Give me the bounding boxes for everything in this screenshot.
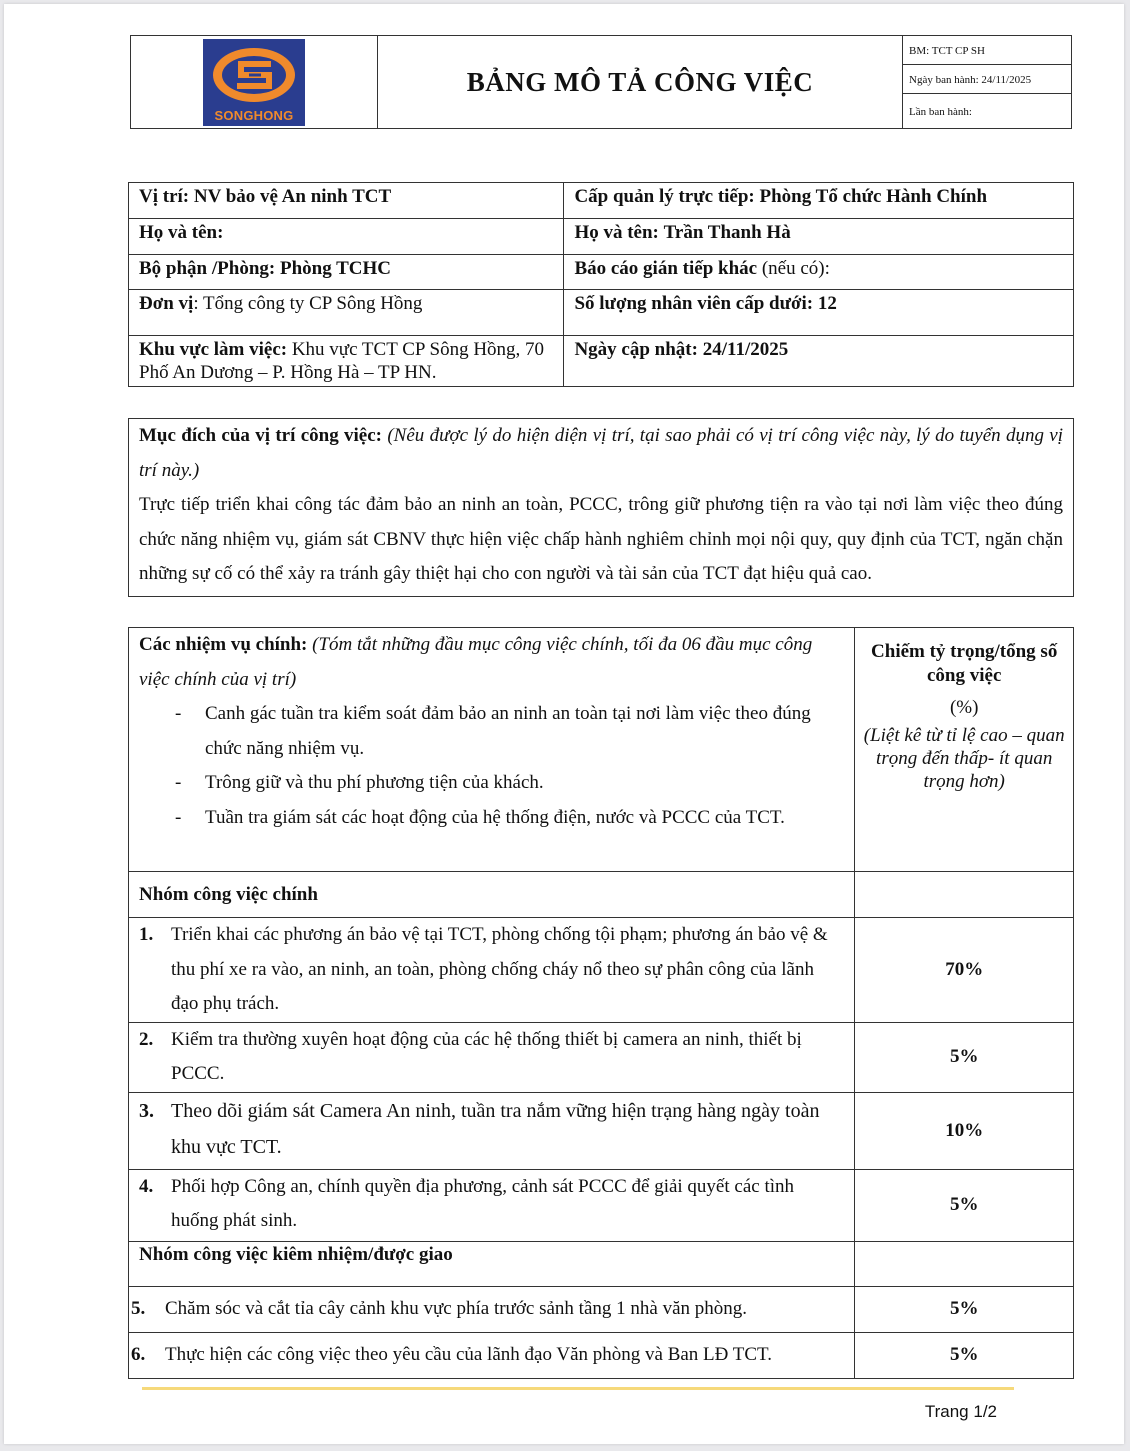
side-group-heading: Nhóm công việc kiêm nhiệm/được giao — [129, 1241, 855, 1286]
task-number: 2. — [139, 1028, 154, 1050]
task-number: 4. — [139, 1175, 154, 1197]
manager-name-cell: Họ và tên: Trần Thanh Hà — [564, 219, 1074, 255]
task-number: 1. — [139, 924, 154, 945]
footer-divider — [142, 1387, 1014, 1390]
task-percent: 5% — [855, 1169, 1074, 1241]
document-page — [4, 4, 1124, 1444]
main-tasks-label: Các nhiệm vụ chính: — [139, 634, 308, 655]
logo-cell — [131, 36, 378, 129]
task-percent: 5% — [855, 1332, 1074, 1378]
main-tasks-hint: (Tóm tắt những đầu mục công việc chính, tối đa 06 đầu mục công việc chính của vị trí) — [139, 634, 813, 690]
ratio-header-cell — [855, 628, 1074, 872]
list-item: - Tuần tra giám sát các hoạt động của hệ thống điện, nước và PCCC của TCT. — [175, 801, 844, 836]
task-percent: 5% — [855, 1022, 1074, 1092]
task-number: 3. — [139, 1099, 154, 1122]
position-info-table — [128, 182, 1074, 387]
tasks-table — [128, 627, 1074, 1379]
updated-date-cell: Ngày cập nhật: 24/11/2025 — [564, 336, 1074, 387]
purpose-label: Mục đích của vị trí công việc: — [139, 425, 382, 446]
department-cell: Bộ phận /Phòng: Phòng TCHC — [129, 255, 564, 290]
table-row — [129, 1286, 1074, 1332]
indirect-report-cell: Báo cáo gián tiếp khác (nếu có): — [564, 255, 1074, 290]
position-cell: Vị trí: NV bảo vệ An ninh TCT — [129, 183, 564, 219]
task-percent: 70% — [855, 918, 1074, 1023]
empty-cell — [855, 872, 1074, 918]
ratio-unit: (%) — [949, 697, 979, 718]
ratio-title: Chiếm tỷ trọng/tổng số công việc — [871, 641, 1058, 686]
task-text: Thực hiện các công việc theo yêu cầu của lãnh đạo Văn phòng và Ban LĐ TCT. — [165, 1343, 773, 1365]
page-number: Trang 1/2 — [924, 1402, 997, 1421]
table-row — [129, 1169, 1074, 1241]
main-tasks-list — [139, 697, 844, 835]
unit-cell: Đơn vị: Tổng công ty CP Sông Hồng — [129, 290, 564, 336]
purpose-hint: (Nêu được lý do hiện diện vị trí, tại sao phải có vị trí công việc này, lý do tuyển dụng vị trí này.) — [139, 425, 1064, 481]
purpose-table — [128, 418, 1074, 597]
document-title: BẢNG MÔ TẢ CÔNG VIỆC — [378, 36, 903, 129]
issue-number: Lần ban hành: — [909, 106, 972, 118]
main-group-heading: Nhóm công việc chính — [129, 872, 855, 918]
table-row — [129, 1092, 1074, 1169]
issue-date: Ngày ban hành: 24/11/2025 — [903, 65, 1071, 94]
empty-cell — [855, 1241, 1074, 1286]
task-text: Triển khai các phương án bảo vệ tại TCT, phòng chống tội phạm; phương án bảo vệ & thu phí xe ra vào, an ninh, an toàn, phòng chống cháy nổ theo sự phân công của lãnh đạo phụ trách. — [171, 924, 828, 1014]
table-row — [129, 918, 1074, 1023]
task-text: Chăm sóc và cắt tỉa cây cảnh khu vực phía trước sảnh tầng 1 nhà văn phòng. — [165, 1297, 747, 1319]
company-logo — [203, 39, 305, 126]
purpose-cell — [129, 419, 1074, 597]
task-number: 6. — [131, 1343, 146, 1365]
table-row — [129, 1332, 1074, 1378]
main-tasks-cell — [129, 628, 855, 872]
table-row — [129, 1022, 1074, 1092]
manager-cell: Cấp quản lý trực tiếp: Phòng Tổ chức Hành Chính — [564, 183, 1074, 219]
subordinates-cell: Số lượng nhân viên cấp dưới: 12 — [564, 290, 1074, 336]
purpose-text: Trực tiếp triển khai công tác đảm bảo an ninh an toàn, PCCC, trông giữ phương tiện ra vào tại nơi làm việc theo đúng chức năng nhiệm vụ, giám sát CBNV thực hiện việc chấp hành nghiêm chỉnh mọi nội quy, quy định của TCT, ngăn chặn những sự cố có thể xảy ra tránh gây thiệt hại cho con người và tài sản của TCT đạt hiệu quả cao. — [139, 494, 1063, 584]
list-item: - Trông giữ và thu phí phương tiện của khách. — [175, 766, 844, 801]
task-text: Kiểm tra thường xuyên hoạt động của các hệ thống thiết bị camera an ninh, thiết bị PCCC. — [171, 1028, 802, 1084]
task-number: 5. — [131, 1297, 146, 1319]
form-code: BM: TCT CP SH — [903, 36, 1071, 65]
header-table — [130, 35, 1072, 129]
work-area-cell: Khu vực làm việc: Khu vực TCT CP Sông Hồng, 70 Phố An Dương – P. Hồng Hà – TP HN. — [129, 336, 564, 387]
task-text: Theo dõi giám sát Camera An ninh, tuần tra nắm vững hiện trạng hàng ngày toàn khu vực TCT. — [171, 1099, 820, 1158]
task-percent: 5% — [855, 1286, 1074, 1332]
employee-name-cell: Họ và tên: — [129, 219, 564, 255]
task-text: Phối hợp Công an, chính quyền địa phương, cảnh sát PCCC để giải quyết các tình huống phát sinh. — [171, 1175, 795, 1231]
document-meta — [903, 36, 1072, 129]
list-item: - Canh gác tuần tra kiểm soát đảm bảo an ninh an toàn tại nơi làm việc theo đúng chức năng nhiệm vụ. — [175, 697, 844, 766]
logo-text: SONGHONG — [214, 108, 294, 123]
songhong-emblem-icon — [209, 44, 299, 106]
ratio-note: (Liệt kê từ tỉ lệ cao – quan trọng đến thấp- ít quan trọng hơn) — [863, 725, 1065, 792]
task-percent: 10% — [855, 1092, 1074, 1169]
